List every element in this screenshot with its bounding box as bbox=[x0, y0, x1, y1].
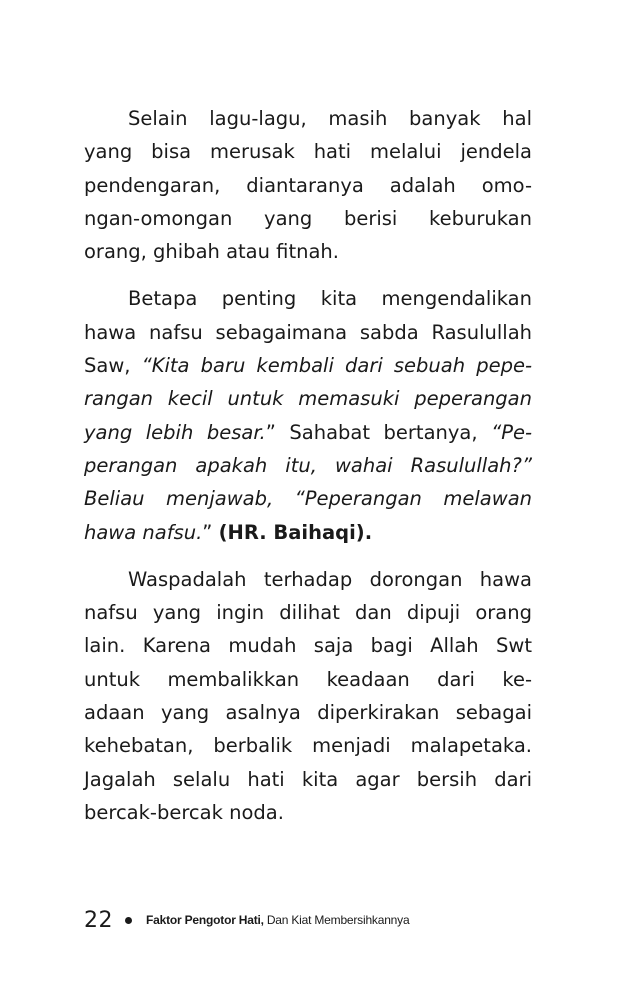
text-line: adaan yang asalnya diperkirakan sebagai bbox=[84, 701, 532, 725]
book-title: Faktor Pengotor Hati, bbox=[146, 913, 264, 927]
hadith-quote: hawa nafsu. bbox=[84, 520, 203, 544]
text-line: nafsu yang ingin dilihat dan dipuji orang bbox=[84, 601, 532, 625]
text-line: ngan-omongan yang berisi keburukan bbox=[84, 206, 532, 230]
text-line: kehebatan, berbalik menjadi malapetaka. bbox=[84, 734, 532, 758]
text-line bbox=[84, 382, 532, 415]
hadith-quote: yang lebih besar. bbox=[84, 420, 266, 444]
hadith-quote: rangan kecil untuk memasuki peperangan bbox=[84, 387, 532, 411]
paragraph-spacer bbox=[84, 268, 532, 282]
paragraph-spacer bbox=[84, 549, 532, 563]
book-subtitle: Dan Kiat Membersihkannya bbox=[266, 913, 410, 927]
text-line: lain. Karena mudah saja bagi Allah Swt bbox=[84, 634, 532, 658]
text-line: pendengaran, diantaranya adalah omo- bbox=[84, 173, 532, 197]
text-line: orang, ghibah atau fitnah. bbox=[84, 240, 339, 264]
text-line: hawa nafsu sebagaimana sabda Rasulullah bbox=[84, 320, 532, 344]
text-line: Betapa penting kita mengendalikan bbox=[128, 287, 532, 311]
page-number: 22 bbox=[84, 907, 113, 933]
plain-text: ” Sahabat bertanya, bbox=[265, 420, 492, 444]
plain-text: Saw, bbox=[84, 354, 142, 378]
bullet-separator-icon bbox=[125, 917, 132, 924]
text-line bbox=[84, 349, 532, 382]
text-line: Waspadalah terhadap dorongan hawa bbox=[128, 567, 532, 591]
text-line bbox=[84, 449, 532, 482]
paragraph-2 bbox=[84, 282, 532, 548]
hadith-quote: Beliau menjawab, “Peperangan melawan bbox=[84, 487, 532, 511]
page-body bbox=[84, 102, 532, 829]
text-line bbox=[84, 516, 532, 549]
text-line: Jagalah selalu hati kita agar bersih dari bbox=[84, 767, 532, 791]
text-line: untuk membalikkan keadaan dari ke- bbox=[84, 667, 532, 691]
plain-text: ” bbox=[202, 520, 219, 544]
text-line: bercak-bercak noda. bbox=[84, 800, 284, 824]
hadith-quote: perangan apakah itu, wahai Rasulullah?” bbox=[84, 453, 532, 477]
text-line bbox=[84, 482, 532, 515]
page-footer bbox=[84, 905, 409, 935]
text-line: yang bisa merusak hati melalui jendela bbox=[84, 140, 532, 164]
hadith-quote: “Kita baru kembali dari sebuah pepe- bbox=[141, 354, 532, 378]
paragraph-1 bbox=[84, 102, 532, 268]
hadith-quote: “Pe- bbox=[491, 420, 532, 444]
text-line bbox=[84, 416, 532, 449]
text-line: Selain lagu-lagu, masih banyak hal bbox=[128, 107, 532, 130]
hadith-citation: (HR. Baihaqi). bbox=[218, 520, 373, 544]
paragraph-3 bbox=[84, 563, 532, 829]
